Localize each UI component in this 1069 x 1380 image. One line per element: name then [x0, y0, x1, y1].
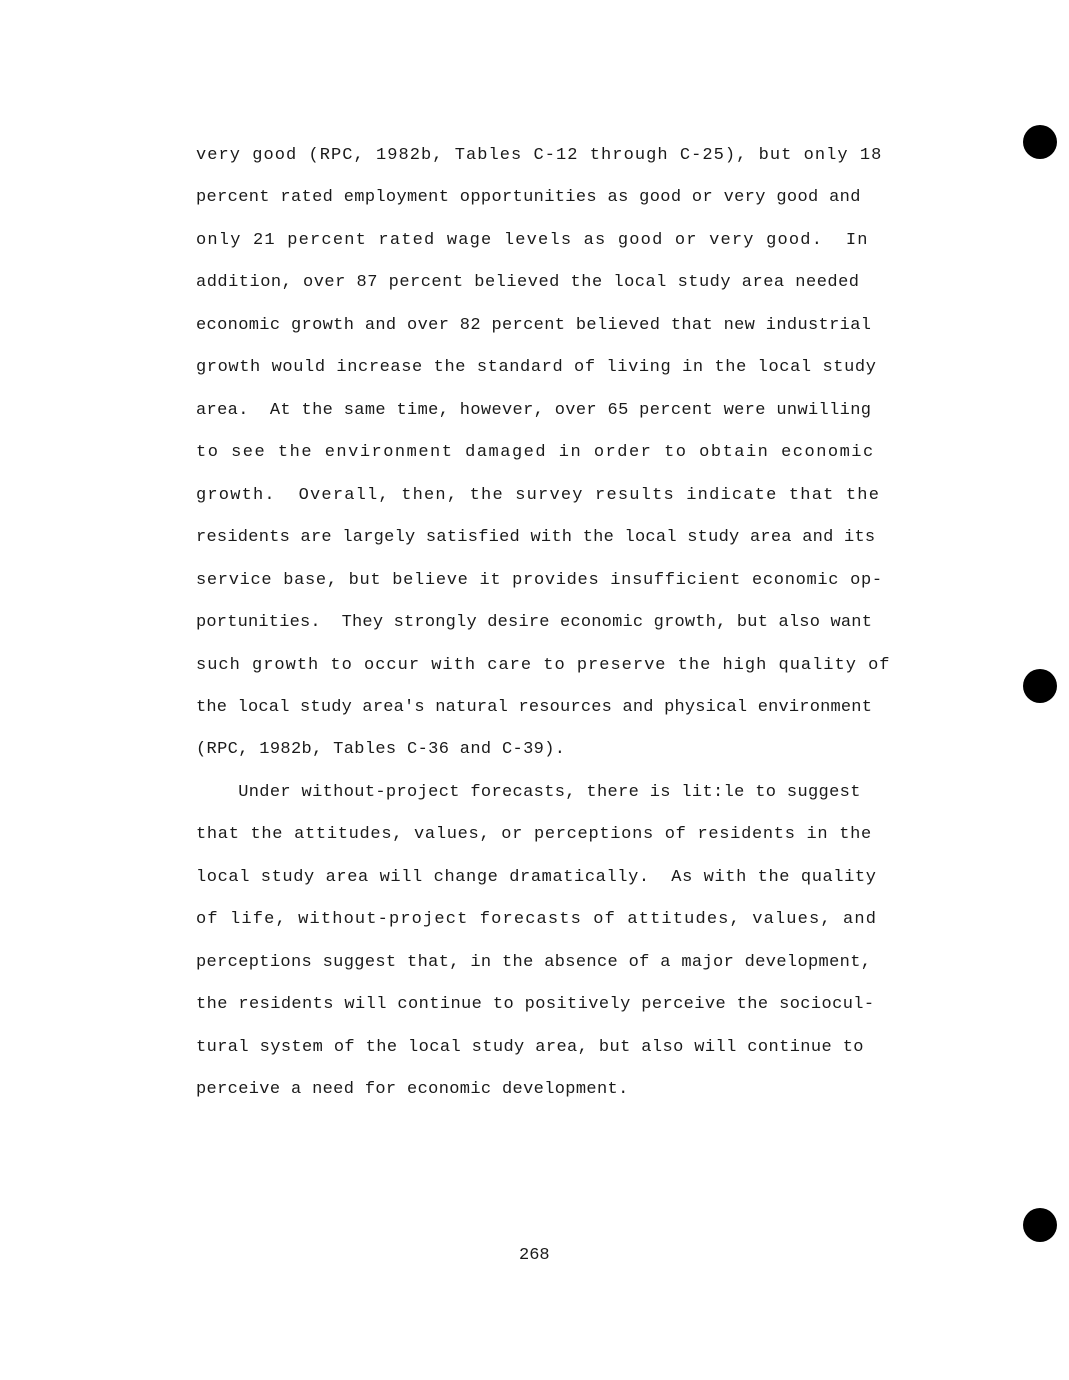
text-line: to see the environment damaged in order to obtain economic [196, 443, 875, 462]
text-line: Under without-project forecasts, there is lit:le to suggest [196, 783, 861, 802]
text-line: perceive a need for economic development. [196, 1080, 629, 1099]
text-line: growth. Overall, then, the survey results indicate that the [196, 486, 881, 505]
page-number: 268 [519, 1246, 550, 1265]
text-line: very good (RPC, 1982b, Tables C-12 through C-25), but only 18 [196, 146, 883, 165]
text-line: tural system of the local study area, but also will continue to [196, 1038, 864, 1057]
text-line: addition, over 87 percent believed the local study area needed [196, 273, 860, 292]
text-line: portunities. They strongly desire economic growth, but also want [196, 613, 873, 632]
text-line: perceptions suggest that, in the absence of a major development, [196, 953, 872, 972]
text-line: that the attitudes, values, or perceptions of residents in the [196, 825, 872, 844]
text-line: the residents will continue to positively perceive the sociocul- [196, 995, 875, 1014]
text-line: area. At the same time, however, over 65 percent were unwilling [196, 401, 872, 420]
punch-hole-top [1023, 125, 1057, 159]
punch-hole-middle [1023, 669, 1057, 703]
text-line: the local study area's natural resources and physical environment [196, 698, 873, 717]
text-line: only 21 percent rated wage levels as good or very good. In [196, 231, 869, 250]
text-line: (RPC, 1982b, Tables C-36 and C-39). [196, 740, 566, 759]
text-line: growth would increase the standard of living in the local study [196, 358, 877, 377]
text-line: residents are largely satisfied with the local study area and its [196, 528, 876, 547]
text-line: such growth to occur with care to preserve the high quality of [196, 656, 891, 675]
text-line: local study area will change dramatically. As with the quality [196, 868, 877, 887]
text-line: economic growth and over 82 percent believed that new industrial [196, 316, 872, 335]
text-line: of life, without-project forecasts of attitudes, values, and [196, 910, 878, 929]
text-line: percent rated employment opportunities as good or very good and [196, 188, 861, 207]
punch-hole-bottom [1023, 1208, 1057, 1242]
text-line: service base, but believe it provides insufficient economic op- [196, 571, 883, 590]
